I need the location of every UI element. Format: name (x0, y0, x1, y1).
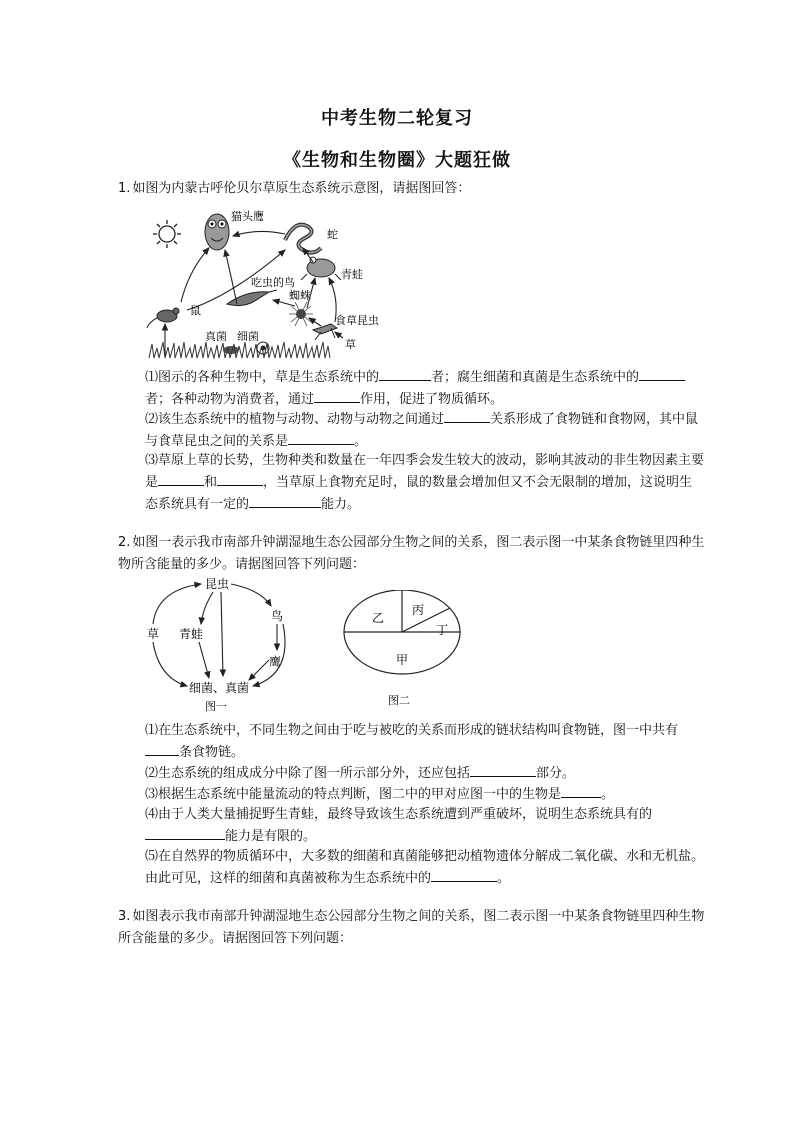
fig2-yi: 乙 (372, 611, 385, 625)
answer-blank[interactable] (217, 471, 263, 486)
q1-p3-text-c: ，当草原上食物充足时，鼠的数量会增加但又不会无限制的增加，这说明生态系统具有一定的 (145, 475, 693, 512)
answer-blank[interactable] (288, 430, 354, 445)
answer-blank[interactable] (470, 762, 536, 777)
fig1-decomposers: 细菌、真菌 (189, 681, 250, 695)
fig1-arrows (153, 584, 285, 686)
question-2-number: 2. (118, 535, 131, 550)
q2-p5-text-a: ⑸在自然界的物质循环中，大多数的细菌和真菌能够把动植物遗体分解成二氧化碳、水和无机盐。由此可见，这样的细菌和真菌被称为生态系统中的 (145, 849, 705, 886)
q2-p3-text-b: 。 (601, 787, 615, 802)
question-3-text: 如图表示我市南部升钟湖湿地生态公园部分生物之间的关系，图二表示图一中某条食物链里四种生物所含能量的多少。请据图回答下列问题： (118, 909, 705, 946)
mouse-icon (147, 308, 179, 328)
label-frog: 青蛙 (341, 268, 363, 281)
fig1-grass: 草 (147, 627, 160, 641)
q1-p1-text-b: 者；腐生细菌和真菌是生态系统中的 (431, 370, 640, 385)
answer-blank[interactable] (145, 825, 225, 840)
answer-blank[interactable] (314, 388, 360, 403)
label-bird: 吃虫的鸟 (251, 276, 295, 289)
question-1-part-3 (145, 450, 705, 515)
fig1-insect: 昆虫 (205, 577, 230, 591)
answer-blank[interactable] (431, 867, 497, 882)
fig1-caption: 图一 (205, 700, 227, 713)
label-snake: 蛇 (327, 228, 338, 241)
answer-blank[interactable] (379, 366, 431, 381)
q1-p3-text-a: ⑶草原上草的长势，生物种类和数量在一年四季会发生较大的波动，影响其波动的非生物因素主要是 (145, 453, 705, 490)
label-bacteria: 细菌 (237, 330, 259, 343)
q2-p1-text-b: 条食物链。 (179, 745, 245, 760)
q1-p2-text-a: ⑵该生态系统中的植物与动物、动物与动物之间通过 (145, 412, 445, 427)
q1-p1-text-d: 作用，促进了物质循环。 (360, 392, 504, 407)
label-grass: 草 (345, 338, 356, 351)
q2-p4-text-a: ⑷由于人类大量捕捉野生青蛙，最终导致该生态系统遭到严重破坏，说明生态系统具有的 (145, 807, 653, 822)
grasshopper-icon (313, 324, 337, 340)
grass-strip (149, 342, 330, 358)
question-2-text: 如图一表示我市南部升钟湖湿地生态公园部分生物之间的关系，图二表示图一中某条食物链里四种生物所含能量的多少。请据图回答下列问题： (118, 535, 705, 572)
fig2-caption: 图二 (388, 694, 410, 707)
answer-blank[interactable] (158, 471, 204, 486)
q1-p1-text-a: ⑴图示的各种生物中，草是生态系统中的 (145, 370, 380, 385)
q2-p5-text-b: 。 (497, 871, 511, 886)
question-2-part-3 (145, 783, 705, 805)
sun-icon (153, 220, 181, 248)
figure-1-food-web (145, 574, 295, 714)
answer-blank[interactable] (444, 408, 490, 423)
question-2-part-4 (145, 804, 705, 847)
label-fungi: 真菌 (205, 330, 227, 343)
q2-p1-text-a: ⑴在生态系统中，不同生物之间由于吃与被吃的关系而形成的链状结构叫食物链，图一中共有 (145, 723, 679, 738)
question-2-stem (118, 532, 708, 576)
question-2-part-1 (145, 720, 705, 763)
label-spider: 蜘蛛 (289, 289, 311, 302)
q2-p3-text-a: ⑶根据生态系统中能量流动的特点判断，图二中的甲对应图一中的生物是 (145, 787, 562, 802)
question-2-part-5 (145, 846, 705, 889)
answer-blank[interactable] (249, 493, 321, 508)
page-title: 中考生物二轮复习 (321, 108, 473, 129)
question-1-part-1 (145, 366, 705, 410)
q2-p2-text-b: 部分。 (536, 766, 576, 781)
question-2-part-2 (145, 762, 705, 784)
label-owl: 猫头鹰 (231, 210, 264, 223)
fig1-bird: 鸟 (271, 609, 284, 623)
answer-blank[interactable] (561, 783, 601, 798)
figure-2-energy-pie (340, 590, 480, 714)
question-3-number: 3. (118, 909, 131, 924)
answer-blank[interactable] (145, 741, 179, 756)
answer-blank[interactable] (639, 366, 685, 381)
q1-p3-text-d: 能力。 (321, 497, 361, 512)
fig1-eagle: 鹰 (269, 655, 282, 669)
owl-icon (205, 214, 229, 250)
grassland-ecosystem-figure (145, 198, 395, 360)
q1-p2-text-c: 。 (354, 434, 368, 449)
q1-p2-text-b: 关系形成了食物链和食物网，其中鼠与食草昆虫之间的关系是 (145, 412, 699, 449)
q1-p3-text-b: 和 (204, 475, 218, 490)
q2-p4-text-b: 能力是有限的。 (225, 829, 317, 844)
fig1-frog: 青蛙 (179, 627, 204, 641)
question-1-stem (118, 178, 708, 200)
question-1-part-2 (145, 408, 705, 452)
question-1-number: 1. (118, 181, 131, 196)
question-1-text: 如图为内蒙古呼伦贝尔草原生态系统示意图，请据图回答： (132, 181, 471, 196)
q1-p1-text-c: 者；各种动物为消费者，通过 (145, 392, 315, 407)
question-3-stem (118, 906, 708, 950)
q2-p2-text-a: ⑵生态系统的组成成分中除了图一所示部分外，还应包括 (145, 766, 471, 781)
label-mouse: 鼠 (190, 304, 201, 317)
fig2-ding: 丁 (436, 623, 449, 637)
fig2-jia: 甲 (396, 653, 409, 667)
page-subtitle: 《生物和生物圈》大题狂做 (283, 150, 511, 171)
label-insect: 食草昆虫 (335, 314, 379, 327)
fig2-bing: 丙 (412, 603, 425, 617)
frog-icon (301, 257, 341, 280)
